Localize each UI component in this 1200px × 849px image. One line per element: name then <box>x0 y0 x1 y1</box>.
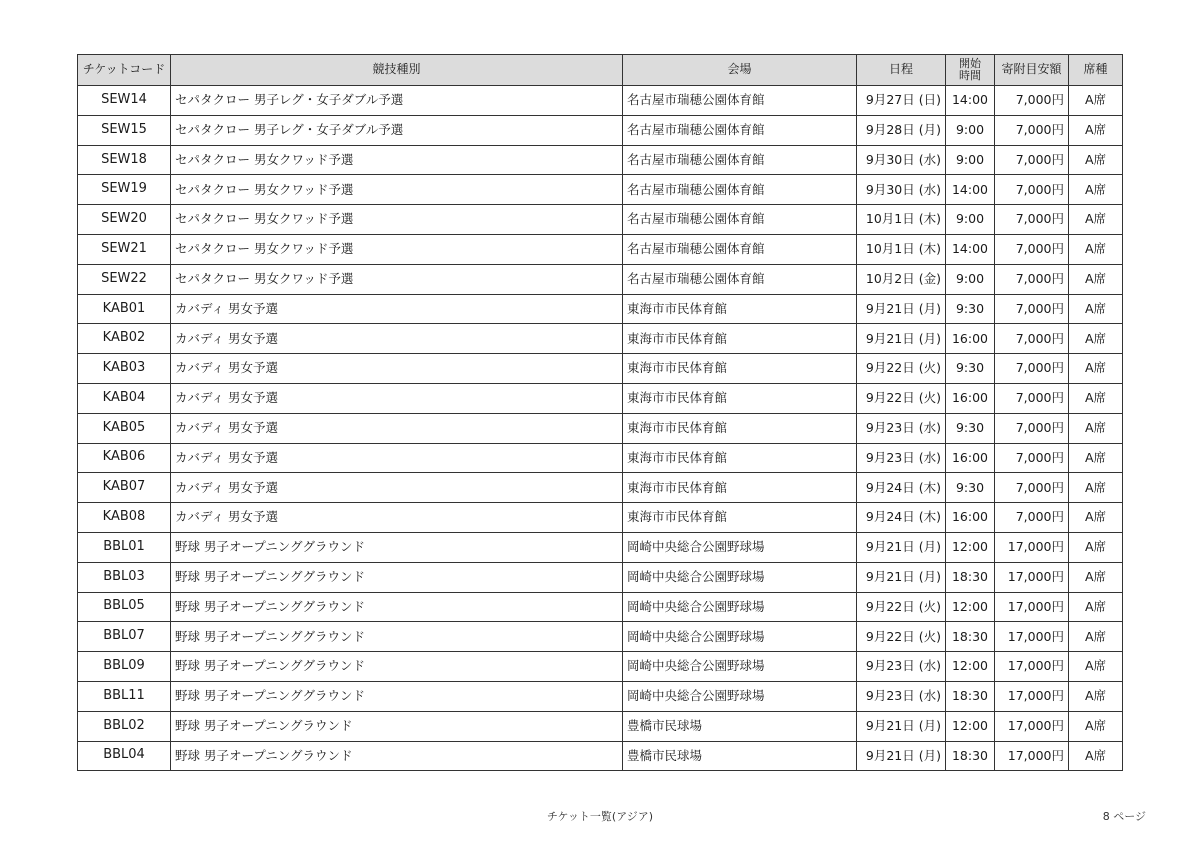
donation-amount-cell: 17,000円 <box>995 652 1069 682</box>
table-row <box>78 383 1123 413</box>
table-row <box>78 264 1123 294</box>
date-cell: 10月2日 (金) <box>857 264 946 294</box>
donation-amount-cell: 7,000円 <box>995 115 1069 145</box>
start-time-cell: 12:00 <box>946 532 995 562</box>
event-type-cell: カバディ 男女予選 <box>171 354 623 384</box>
donation-amount-cell: 17,000円 <box>995 711 1069 741</box>
donation-amount-cell: 7,000円 <box>995 205 1069 235</box>
donation-amount-cell: 17,000円 <box>995 741 1069 771</box>
donation-amount-cell: 7,000円 <box>995 413 1069 443</box>
table-body <box>78 86 1123 771</box>
event-type-cell: 野球 男子オープニングラウンド <box>171 741 623 771</box>
date-cell: 9月21日 (月) <box>857 711 946 741</box>
event-type-cell: 野球 男子オープニンググラウンド <box>171 681 623 711</box>
donation-amount-cell: 7,000円 <box>995 383 1069 413</box>
date-cell: 9月21日 (月) <box>857 562 946 592</box>
event-type-cell: カバディ 男女予選 <box>171 383 623 413</box>
header-event-type: 競技種別 <box>171 55 623 86</box>
start-time-cell: 16:00 <box>946 324 995 354</box>
venue-cell: 名古屋市瑞穂公園体育館 <box>623 115 857 145</box>
venue-cell: 東海市市民体育館 <box>623 503 857 533</box>
table-row <box>78 234 1123 264</box>
start-time-cell: 9:30 <box>946 473 995 503</box>
date-cell: 9月21日 (月) <box>857 324 946 354</box>
venue-cell: 名古屋市瑞穂公園体育館 <box>623 234 857 264</box>
venue-cell: 岡崎中央総合公園野球場 <box>623 592 857 622</box>
date-cell: 9月23日 (水) <box>857 681 946 711</box>
table-row <box>78 681 1123 711</box>
ticket-code-cell: SEW14 <box>78 86 171 116</box>
donation-amount-cell: 7,000円 <box>995 324 1069 354</box>
ticket-code-cell: BBL02 <box>78 711 171 741</box>
venue-cell: 岡崎中央総合公園野球場 <box>623 562 857 592</box>
start-time-cell: 9:00 <box>946 115 995 145</box>
event-type-cell: セパタクロー 男子レグ・女子ダブル予選 <box>171 115 623 145</box>
event-type-cell: セパタクロー 男女クワッド予選 <box>171 264 623 294</box>
event-type-cell: 野球 男子オープニングラウンド <box>171 711 623 741</box>
donation-amount-cell: 7,000円 <box>995 145 1069 175</box>
date-cell: 9月21日 (月) <box>857 294 946 324</box>
venue-cell: 東海市市民体育館 <box>623 413 857 443</box>
seat-type-cell: A席 <box>1069 324 1123 354</box>
event-type-cell: セパタクロー 男女クワッド予選 <box>171 234 623 264</box>
table-row <box>78 622 1123 652</box>
table-row <box>78 562 1123 592</box>
ticket-code-cell: BBL03 <box>78 562 171 592</box>
header-start-time <box>946 55 995 86</box>
ticket-code-cell: KAB06 <box>78 443 171 473</box>
donation-amount-cell: 7,000円 <box>995 354 1069 384</box>
start-time-cell: 9:00 <box>946 264 995 294</box>
donation-amount-cell: 7,000円 <box>995 86 1069 116</box>
start-time-cell: 12:00 <box>946 592 995 622</box>
start-time-cell: 14:00 <box>946 175 995 205</box>
header-donation-amount: 寄附目安額 <box>995 55 1069 86</box>
seat-type-cell: A席 <box>1069 264 1123 294</box>
event-type-cell: カバディ 男女予選 <box>171 324 623 354</box>
seat-type-cell: A席 <box>1069 652 1123 682</box>
table-row <box>78 175 1123 205</box>
date-cell: 9月27日 (日) <box>857 86 946 116</box>
start-time-cell: 9:30 <box>946 354 995 384</box>
start-time-cell: 18:30 <box>946 622 995 652</box>
event-type-cell: セパタクロー 男子レグ・女子ダブル予選 <box>171 86 623 116</box>
ticket-code-cell: SEW19 <box>78 175 171 205</box>
venue-cell: 東海市市民体育館 <box>623 294 857 324</box>
event-type-cell: 野球 男子オープニンググラウンド <box>171 592 623 622</box>
event-type-cell: セパタクロー 男女クワッド予選 <box>171 205 623 235</box>
start-time-cell: 9:00 <box>946 145 995 175</box>
ticket-code-cell: KAB07 <box>78 473 171 503</box>
event-type-cell: カバディ 男女予選 <box>171 413 623 443</box>
venue-cell: 東海市市民体育館 <box>623 443 857 473</box>
header-start-time-line1: 開始 <box>959 57 981 71</box>
start-time-cell: 18:30 <box>946 562 995 592</box>
seat-type-cell: A席 <box>1069 86 1123 116</box>
table-row <box>78 532 1123 562</box>
donation-amount-cell: 7,000円 <box>995 175 1069 205</box>
ticket-code-cell: BBL04 <box>78 741 171 771</box>
table-row <box>78 741 1123 771</box>
donation-amount-cell: 17,000円 <box>995 562 1069 592</box>
venue-cell: 岡崎中央総合公園野球場 <box>623 622 857 652</box>
donation-amount-cell: 17,000円 <box>995 622 1069 652</box>
event-type-cell: 野球 男子オープニンググラウンド <box>171 652 623 682</box>
venue-cell: 名古屋市瑞穂公園体育館 <box>623 145 857 175</box>
event-type-cell: カバディ 男女予選 <box>171 473 623 503</box>
start-time-cell: 18:30 <box>946 741 995 771</box>
start-time-cell: 9:00 <box>946 205 995 235</box>
seat-type-cell: A席 <box>1069 622 1123 652</box>
start-time-cell: 16:00 <box>946 443 995 473</box>
seat-type-cell: A席 <box>1069 681 1123 711</box>
date-cell: 9月22日 (火) <box>857 383 946 413</box>
donation-amount-cell: 17,000円 <box>995 681 1069 711</box>
ticket-code-cell: BBL01 <box>78 532 171 562</box>
venue-cell: 東海市市民体育館 <box>623 383 857 413</box>
event-type-cell: カバディ 男女予選 <box>171 443 623 473</box>
header-ticket-code: チケットコード <box>78 55 171 86</box>
event-type-cell: 野球 男子オープニンググラウンド <box>171 622 623 652</box>
table-row <box>78 324 1123 354</box>
table-row <box>78 294 1123 324</box>
date-cell: 9月23日 (水) <box>857 652 946 682</box>
ticket-code-cell: KAB03 <box>78 354 171 384</box>
seat-type-cell: A席 <box>1069 354 1123 384</box>
seat-type-cell: A席 <box>1069 205 1123 235</box>
seat-type-cell: A席 <box>1069 413 1123 443</box>
seat-type-cell: A席 <box>1069 592 1123 622</box>
ticket-code-cell: KAB05 <box>78 413 171 443</box>
start-time-cell: 12:00 <box>946 652 995 682</box>
footer-document-title: チケット一覧(アジア) <box>546 810 654 823</box>
header-venue: 会場 <box>623 55 857 86</box>
start-time-cell: 9:30 <box>946 413 995 443</box>
donation-amount-cell: 7,000円 <box>995 264 1069 294</box>
footer-page-number: 8 ページ <box>1102 810 1146 823</box>
table-row <box>78 503 1123 533</box>
ticket-code-cell: KAB02 <box>78 324 171 354</box>
ticket-code-cell: SEW22 <box>78 264 171 294</box>
ticket-code-cell: KAB08 <box>78 503 171 533</box>
date-cell: 9月24日 (木) <box>857 503 946 533</box>
seat-type-cell: A席 <box>1069 532 1123 562</box>
date-cell: 10月1日 (木) <box>857 234 946 264</box>
ticket-code-cell: BBL09 <box>78 652 171 682</box>
venue-cell: 豊橋市民球場 <box>623 711 857 741</box>
venue-cell: 岡崎中央総合公園野球場 <box>623 681 857 711</box>
ticket-code-cell: KAB04 <box>78 383 171 413</box>
ticket-code-cell: BBL11 <box>78 681 171 711</box>
seat-type-cell: A席 <box>1069 473 1123 503</box>
header-date: 日程 <box>857 55 946 86</box>
ticket-code-cell: SEW18 <box>78 145 171 175</box>
seat-type-cell: A席 <box>1069 294 1123 324</box>
donation-amount-cell: 7,000円 <box>995 503 1069 533</box>
seat-type-cell: A席 <box>1069 175 1123 205</box>
header-seat-type: 席種 <box>1069 55 1123 86</box>
table-row <box>78 354 1123 384</box>
date-cell: 9月21日 (月) <box>857 532 946 562</box>
ticket-code-cell: BBL05 <box>78 592 171 622</box>
seat-type-cell: A席 <box>1069 443 1123 473</box>
date-cell: 9月22日 (火) <box>857 622 946 652</box>
event-type-cell: セパタクロー 男女クワッド予選 <box>171 175 623 205</box>
venue-cell: 名古屋市瑞穂公園体育館 <box>623 205 857 235</box>
date-cell: 9月23日 (水) <box>857 413 946 443</box>
table-row <box>78 592 1123 622</box>
seat-type-cell: A席 <box>1069 503 1123 533</box>
ticket-code-cell: SEW21 <box>78 234 171 264</box>
venue-cell: 名古屋市瑞穂公園体育館 <box>623 86 857 116</box>
table-row <box>78 443 1123 473</box>
event-type-cell: カバディ 男女予選 <box>171 294 623 324</box>
date-cell: 9月22日 (火) <box>857 592 946 622</box>
donation-amount-cell: 7,000円 <box>995 473 1069 503</box>
donation-amount-cell: 7,000円 <box>995 443 1069 473</box>
date-cell: 9月23日 (水) <box>857 443 946 473</box>
table-row <box>78 145 1123 175</box>
event-type-cell: カバディ 男女予選 <box>171 503 623 533</box>
ticket-code-cell: SEW15 <box>78 115 171 145</box>
start-time-cell: 14:00 <box>946 234 995 264</box>
table-row <box>78 86 1123 116</box>
event-type-cell: 野球 男子オープニンググラウンド <box>171 532 623 562</box>
venue-cell: 豊橋市民球場 <box>623 741 857 771</box>
ticket-table <box>77 54 1123 771</box>
table-row <box>78 205 1123 235</box>
ticket-code-cell: BBL07 <box>78 622 171 652</box>
seat-type-cell: A席 <box>1069 145 1123 175</box>
donation-amount-cell: 7,000円 <box>995 294 1069 324</box>
date-cell: 9月21日 (月) <box>857 741 946 771</box>
start-time-cell: 18:30 <box>946 681 995 711</box>
start-time-cell: 16:00 <box>946 503 995 533</box>
table-row <box>78 413 1123 443</box>
table-row <box>78 711 1123 741</box>
header-start-time-line2: 時間 <box>959 69 981 82</box>
venue-cell: 岡崎中央総合公園野球場 <box>623 652 857 682</box>
table-header-row <box>78 55 1123 86</box>
ticket-code-cell: SEW20 <box>78 205 171 235</box>
seat-type-cell: A席 <box>1069 383 1123 413</box>
start-time-cell: 9:30 <box>946 294 995 324</box>
date-cell: 9月30日 (水) <box>857 145 946 175</box>
seat-type-cell: A席 <box>1069 234 1123 264</box>
venue-cell: 名古屋市瑞穂公園体育館 <box>623 264 857 294</box>
date-cell: 10月1日 (木) <box>857 205 946 235</box>
venue-cell: 東海市市民体育館 <box>623 354 857 384</box>
venue-cell: 東海市市民体育館 <box>623 324 857 354</box>
event-type-cell: 野球 男子オープニンググラウンド <box>171 562 623 592</box>
date-cell: 9月22日 (火) <box>857 354 946 384</box>
start-time-cell: 16:00 <box>946 383 995 413</box>
venue-cell: 名古屋市瑞穂公園体育館 <box>623 175 857 205</box>
table-row <box>78 652 1123 682</box>
venue-cell: 東海市市民体育館 <box>623 473 857 503</box>
event-type-cell: セパタクロー 男女クワッド予選 <box>171 145 623 175</box>
seat-type-cell: A席 <box>1069 711 1123 741</box>
seat-type-cell: A席 <box>1069 562 1123 592</box>
donation-amount-cell: 7,000円 <box>995 234 1069 264</box>
date-cell: 9月30日 (水) <box>857 175 946 205</box>
donation-amount-cell: 17,000円 <box>995 592 1069 622</box>
date-cell: 9月24日 (木) <box>857 473 946 503</box>
venue-cell: 岡崎中央総合公園野球場 <box>623 532 857 562</box>
start-time-cell: 12:00 <box>946 711 995 741</box>
date-cell: 9月28日 (月) <box>857 115 946 145</box>
donation-amount-cell: 17,000円 <box>995 532 1069 562</box>
seat-type-cell: A席 <box>1069 741 1123 771</box>
ticket-code-cell: KAB01 <box>78 294 171 324</box>
table-row <box>78 115 1123 145</box>
seat-type-cell: A席 <box>1069 115 1123 145</box>
start-time-cell: 14:00 <box>946 86 995 116</box>
table-row <box>78 473 1123 503</box>
